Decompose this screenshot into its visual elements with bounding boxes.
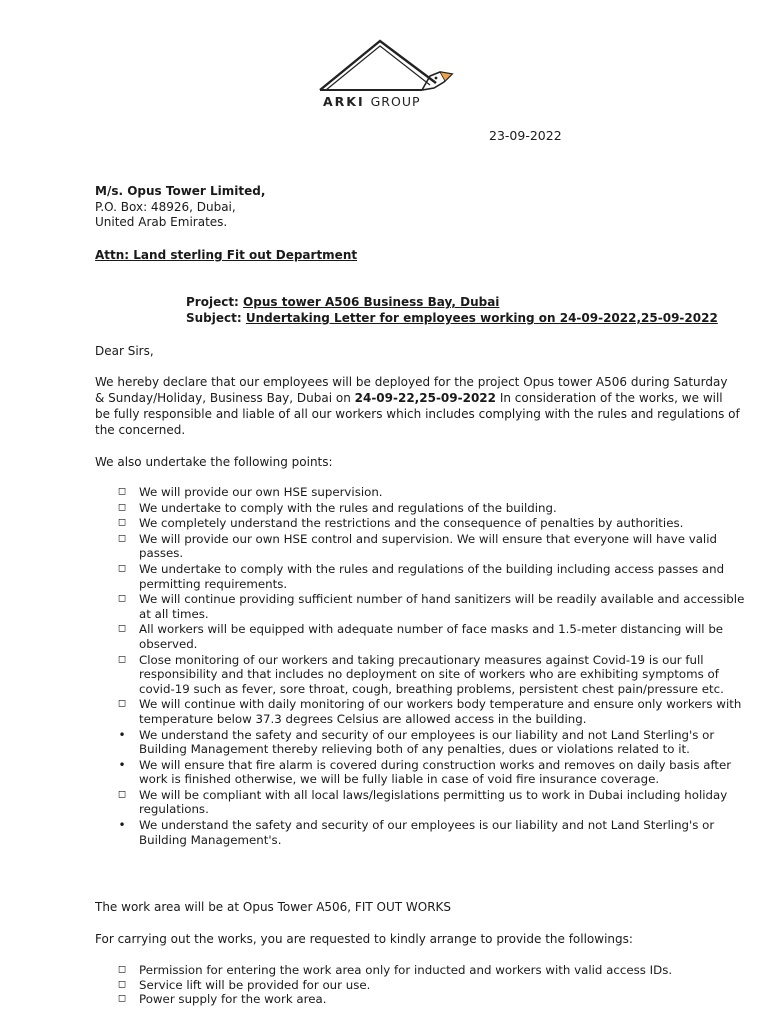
list-item-text: We understand the safety and security of our employees is our liability and not Land Sterling's or Building Management thereby relieving both of any penalties, dues or violations related to it. xyxy=(139,727,715,757)
recipient-name: M/s. Opus Tower Limited, xyxy=(95,184,266,198)
list-item-text: We will ensure that fire alarm is covered during construction works and removes on daily basis after work is finished otherwise, we will be fully liable in case of void fire insurance coverage. xyxy=(139,757,732,787)
box-bullet-icon: ◻ xyxy=(117,501,127,513)
list-item-text: We completely understand the restrictions and the consequence of penalties by authorities. xyxy=(139,516,684,531)
list-item-text: We will provide our own HSE control and supervision. We will ensure that everyone will have valid passes. xyxy=(139,531,717,561)
recipient-country: United Arab Emirates. xyxy=(95,215,228,229)
box-bullet-icon: ◻ xyxy=(117,532,127,544)
undertaking-points-list xyxy=(116,485,746,848)
list-item xyxy=(116,485,746,500)
box-bullet-icon: ◻ xyxy=(117,653,127,665)
list-item-text: Power supply for the work area. xyxy=(139,992,327,1007)
list-item xyxy=(116,788,746,817)
list-item xyxy=(116,562,746,591)
list-item xyxy=(116,622,746,651)
project-subject-block xyxy=(186,294,718,326)
logo-text: ARKI GROUP xyxy=(323,94,421,109)
subject-label: Subject: xyxy=(186,311,242,325)
list-item-text: We will provide our own HSE supervision. xyxy=(139,485,383,499)
list-item xyxy=(116,978,746,993)
box-bullet-icon: ◻ xyxy=(117,964,127,975)
box-bullet-icon: ◻ xyxy=(117,623,127,635)
dot-bullet-icon: • xyxy=(118,727,126,742)
dot-bullet-icon: • xyxy=(118,818,126,833)
list-item xyxy=(116,963,746,978)
attention-line: Attn: Land sterling Fit out Department xyxy=(95,248,358,262)
list-item-text: All workers will be equipped with adequate number of face masks and 1.5-meter distancing will be observed. xyxy=(139,622,724,651)
list-item-text: Permission for entering the work area only for inducted and workers with valid access IDs. xyxy=(139,963,673,977)
list-item xyxy=(116,653,746,697)
intro-dates: 24-09-22,25-09-2022 xyxy=(354,391,496,405)
list-item xyxy=(116,697,746,726)
list-item-text: We understand the safety and security of our employees is our liability and not Land Sterling's or Building Management's. xyxy=(139,818,715,847)
requests-list xyxy=(116,963,746,1007)
list-item xyxy=(116,592,746,621)
carry-out-line: For carrying out the works, you are requested to kindly arrange to provide the followings: xyxy=(95,932,633,946)
list-item-text: We will continue with daily monitoring of our workers body temperature and ensure only workers with temperature below 37.3 degrees Celsius are allowed access in the building. xyxy=(139,697,742,726)
list-item-text: We undertake to comply with the rules and regulations of the building. xyxy=(139,500,557,515)
project-label: Project: xyxy=(186,295,239,309)
list-item xyxy=(116,516,746,531)
recipient-address xyxy=(95,184,265,231)
list-item xyxy=(116,818,746,847)
intro-text-1: We hereby declare that our employees will be deployed for the project Opus tower A506 during Saturday & Sunday/Holiday, Business Bay, Dubai on xyxy=(95,375,728,405)
box-bullet-icon: ◻ xyxy=(117,517,127,529)
list-item xyxy=(116,728,746,757)
intro-paragraph xyxy=(95,374,740,438)
list-item xyxy=(116,992,746,1007)
salutation: Dear Sirs, xyxy=(95,344,154,358)
list-item xyxy=(116,758,746,787)
list-item-text: We will be compliant with all local laws/legislations permitting us to work in Dubai including holiday regulations. xyxy=(139,787,728,817)
box-bullet-icon: ◻ xyxy=(117,593,127,605)
list-item xyxy=(116,532,746,561)
project-line xyxy=(186,294,718,310)
undertake-heading: We also undertake the following points: xyxy=(95,455,333,469)
dot-bullet-icon: • xyxy=(118,757,126,772)
logo-mountain-icon xyxy=(318,38,468,98)
list-item xyxy=(116,501,746,516)
recipient-po-box: P.O. Box: 48926, Dubai, xyxy=(95,199,236,214)
box-bullet-icon: ◻ xyxy=(117,788,127,800)
subject-line xyxy=(186,310,718,326)
intro-text-2: In consideration of the works, we will be fully responsible and liable of all our workers which includes complying with the rules and regulations of the concerned. xyxy=(95,391,740,437)
box-bullet-icon: ◻ xyxy=(117,698,127,710)
subject-value: Undertaking Letter for employees working on 24-09-2022,25-09-2022 xyxy=(245,311,718,325)
list-item-text: Service lift will be provided for our use. xyxy=(139,977,371,992)
box-bullet-icon: ◻ xyxy=(117,486,127,497)
box-bullet-icon: ◻ xyxy=(117,978,127,990)
project-value: Opus tower A506 Business Bay, Dubai xyxy=(243,295,500,309)
letter-date: 23-09-2022 xyxy=(489,128,562,143)
arki-group-logo xyxy=(318,38,468,114)
list-item-text: We undertake to comply with the rules and regulations of the building including access passes and permitting requirements. xyxy=(139,561,725,591)
work-area-line: The work area will be at Opus Tower A506, FIT OUT WORKS xyxy=(95,900,452,914)
box-bullet-icon: ◻ xyxy=(117,993,127,1005)
list-item-text: We will continue providing sufficient number of hand sanitizers will be readily available and accessible at all times. xyxy=(139,592,745,621)
box-bullet-icon: ◻ xyxy=(117,562,127,574)
list-item-text: Close monitoring of our workers and taking precautionary measures against Covid-19 is our full responsibility and that includes no deployment on site of workers who are exhibiting symptoms of covid-19 such as fever, sore throat, cough, breathing problems, persistent chest pain/pressure etc. xyxy=(139,652,724,696)
